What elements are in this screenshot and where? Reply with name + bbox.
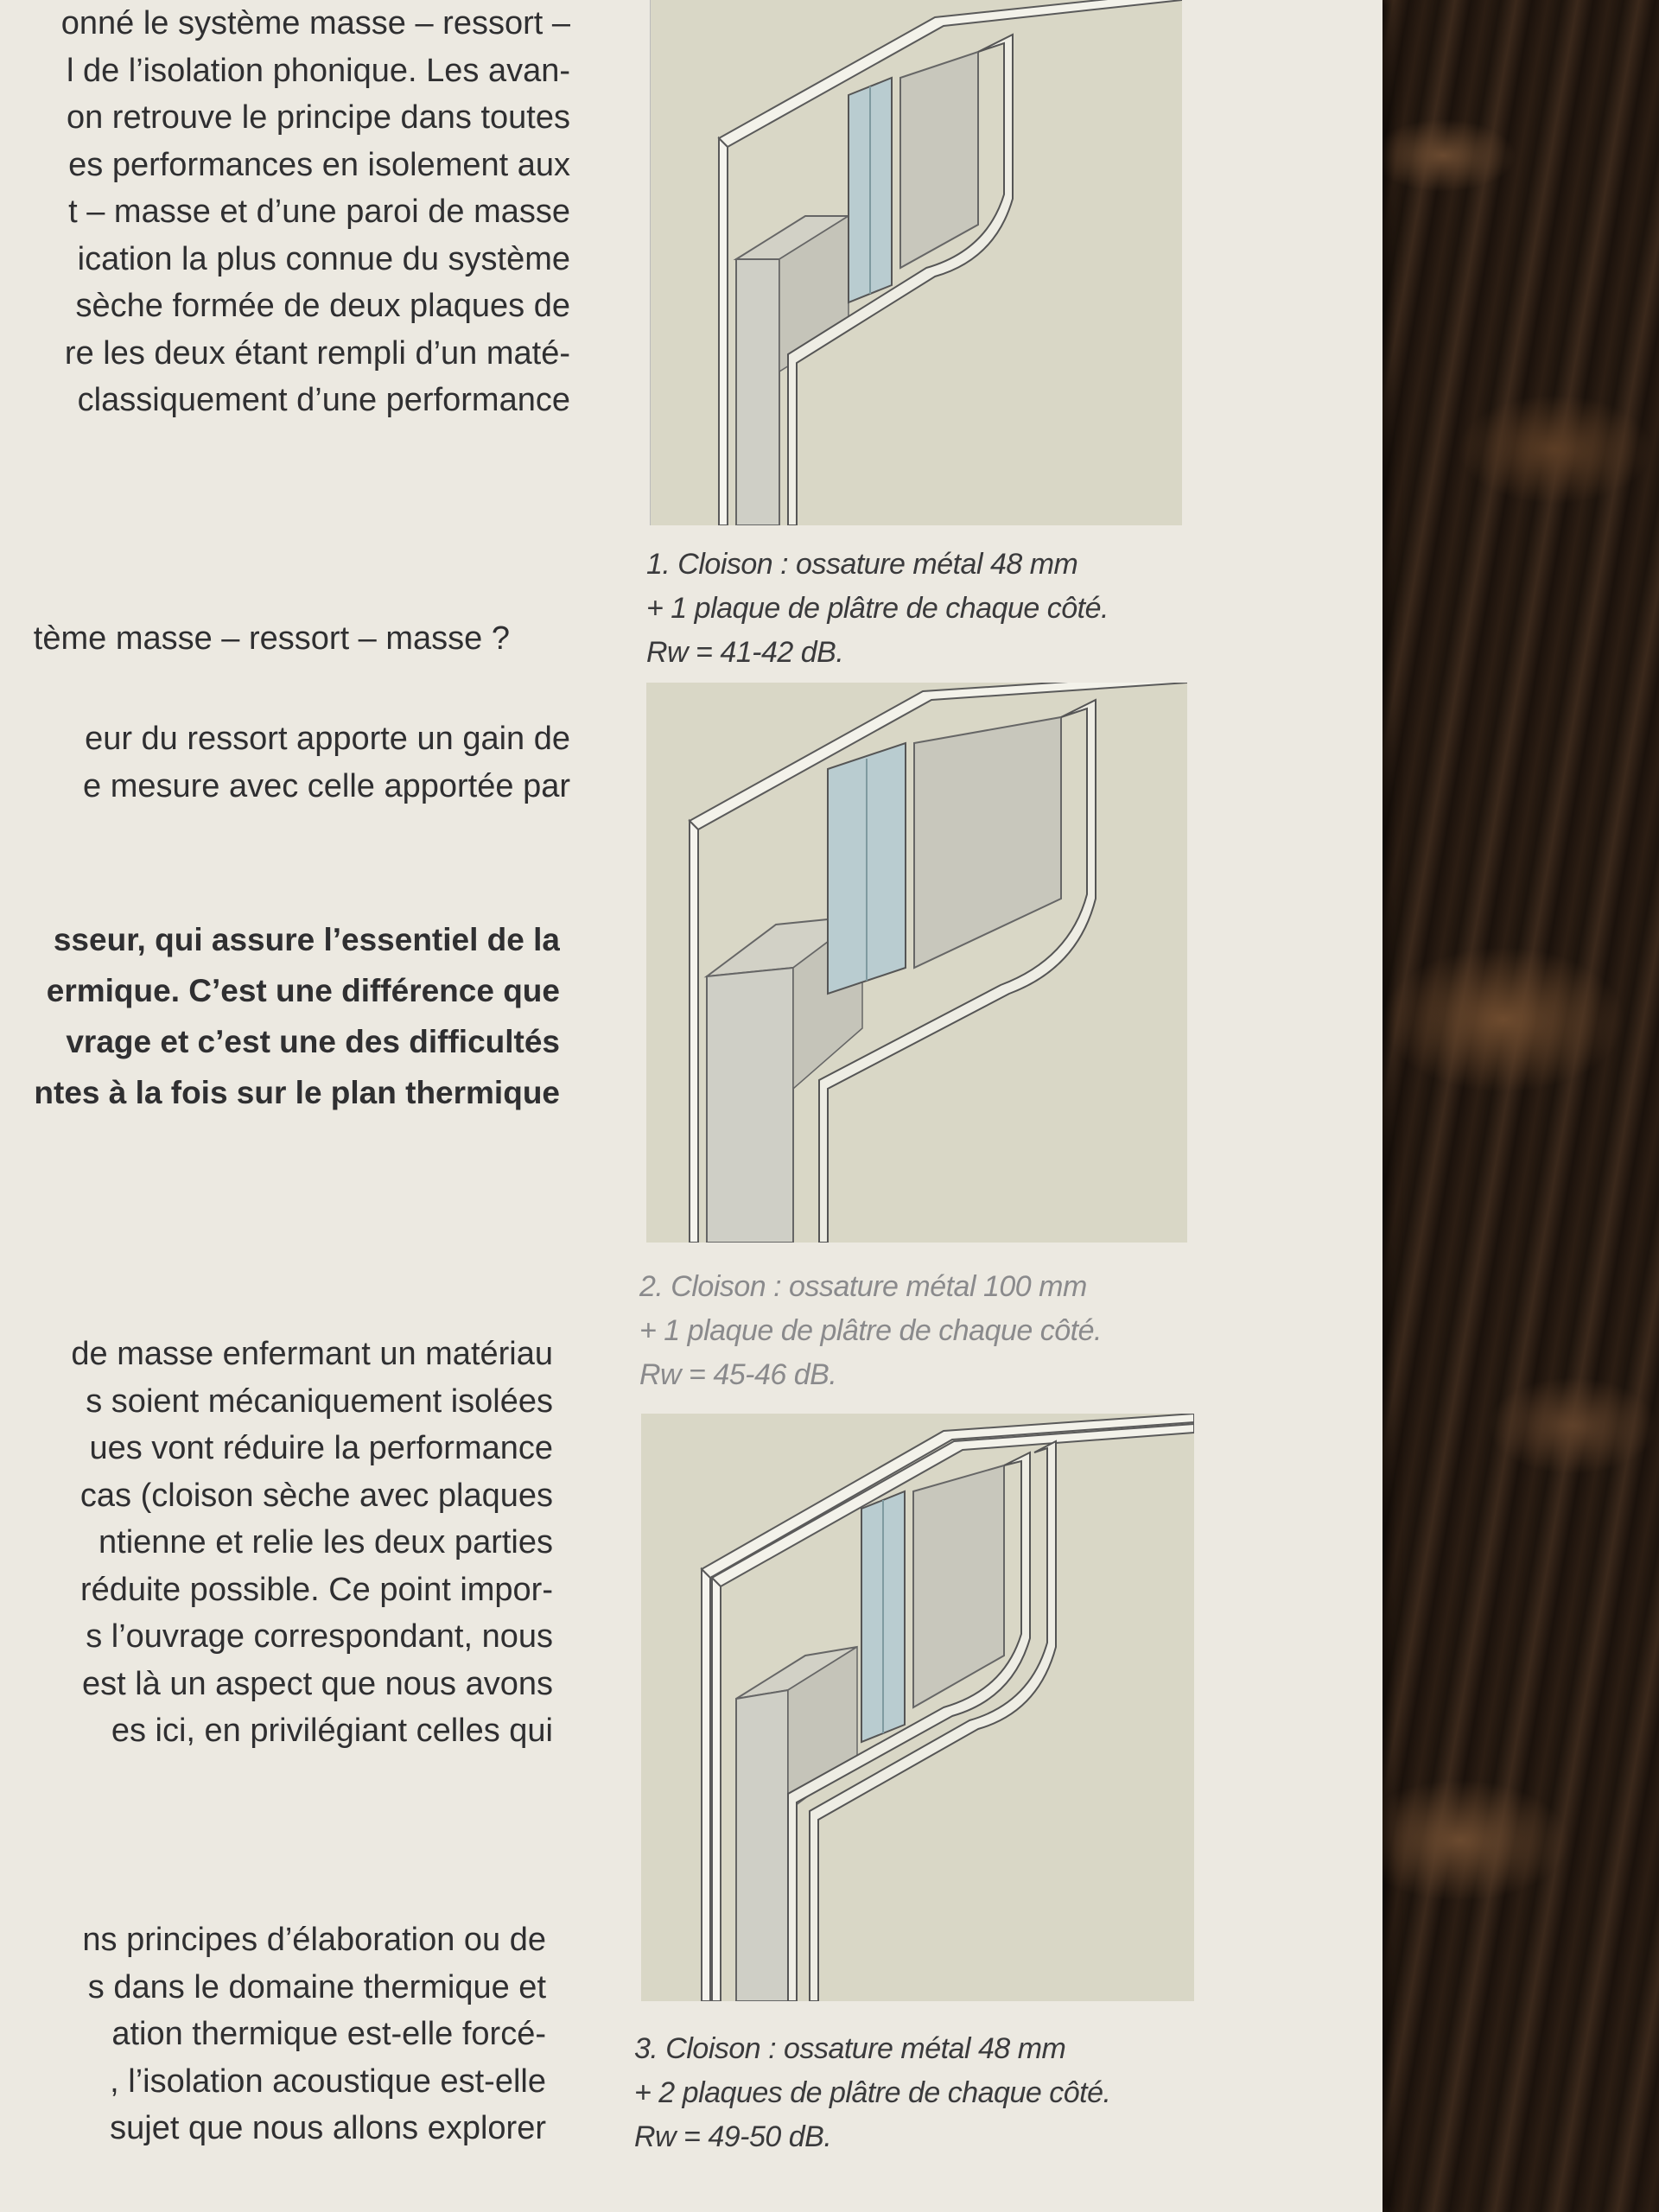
text-line: re les deux étant rempli d’un maté- — [64, 334, 570, 372]
heading-text: tème masse – ressort – masse ? — [33, 620, 510, 657]
figure-1-caption — [646, 543, 1109, 675]
text-line: onné le système masse – ressort – — [60, 5, 570, 41]
paragraph-mechanical-isolation — [0, 1331, 553, 1755]
caption-line: + 1 plaque de plâtre de chaque côté. — [639, 1314, 1102, 1347]
caption-line: 1. Cloison : ossature métal 48 mm — [646, 548, 1078, 581]
paragraph-spring-thickness — [0, 715, 570, 810]
caption-line: + 1 plaque de plâtre de chaque côté. — [646, 592, 1109, 625]
figure-1-partition-illustration — [650, 0, 1182, 525]
text-line: de masse enfermant un matériau — [71, 1336, 553, 1372]
figure-2-caption — [639, 1265, 1102, 1397]
text-line: s l’ouvrage correspondant, nous — [86, 1618, 553, 1655]
text-line: s soient mécaniquement isolées — [86, 1382, 553, 1420]
text-line: on retrouve le principe dans toutes — [66, 99, 570, 136]
text-line: , l’isolation acoustique est-elle — [110, 2063, 546, 2100]
text-line: ns principes d’élaboration ou de — [82, 1922, 546, 1958]
caption-line: Rw = 41-42 dB. — [646, 636, 844, 669]
section-heading — [0, 615, 510, 663]
text-line: es ici, en privilégiant celles qui — [111, 1713, 553, 1749]
text-line: es performances en isolement aux — [68, 146, 570, 183]
text-line: est là un aspect que nous avons — [81, 1665, 553, 1702]
caption-line: 3. Cloison : ossature métal 48 mm — [634, 2032, 1066, 2065]
paragraph-thermal-acoustic — [0, 1916, 546, 2152]
text-line: eur du ressort apporte un gain de — [85, 721, 570, 757]
text-line: e mesure avec celle apportée par — [83, 767, 570, 804]
figure-3-partition-illustration — [641, 1414, 1194, 2001]
text-line: sujet que nous allons explorer — [110, 2110, 546, 2146]
text-line: ntes à la fois sur le plan thermique — [34, 1075, 560, 1110]
paragraph-bold-emphasis — [0, 914, 560, 1118]
caption-line: Rw = 49-50 dB. — [634, 2120, 832, 2153]
text-line: ntienne et relie les deux parties — [99, 1524, 553, 1560]
text-line: l de l’isolation phonique. Les avan- — [66, 52, 570, 89]
text-line: ermique. C’est une différence que — [46, 973, 560, 1008]
text-line: ication la plus connue du système — [77, 240, 570, 277]
text-line: ues vont réduire la performance — [89, 1430, 553, 1466]
caption-line: + 2 plaques de plâtre de chaque côté. — [634, 2076, 1111, 2109]
figure-3-caption — [634, 2027, 1110, 2159]
text-line: s dans le domaine thermique et — [87, 1968, 546, 2005]
caption-line: 2. Cloison : ossature métal 100 mm — [639, 1270, 1087, 1303]
text-line: cas (cloison sèche avec plaques — [79, 1477, 553, 1514]
text-line: réduite possible. Ce point impor- — [79, 1571, 553, 1608]
paragraph-mass-spring-intro — [0, 0, 570, 424]
text-line: classiquement d’une performance — [77, 382, 570, 418]
caption-line: Rw = 45-46 dB. — [639, 1358, 837, 1391]
figure-2-partition-illustration — [646, 683, 1187, 1243]
text-line: vrage et c’est une des difficultés — [66, 1024, 560, 1059]
text-line: t – masse et d’une paroi de masse — [68, 194, 570, 230]
wooden-table-background — [1348, 0, 1659, 2212]
text-line: ation thermique est-elle forcé- — [111, 2016, 546, 2052]
text-line: sèche formée de deux plaques de — [75, 288, 570, 324]
text-line: sseur, qui assure l’essentiel de la — [53, 922, 560, 957]
